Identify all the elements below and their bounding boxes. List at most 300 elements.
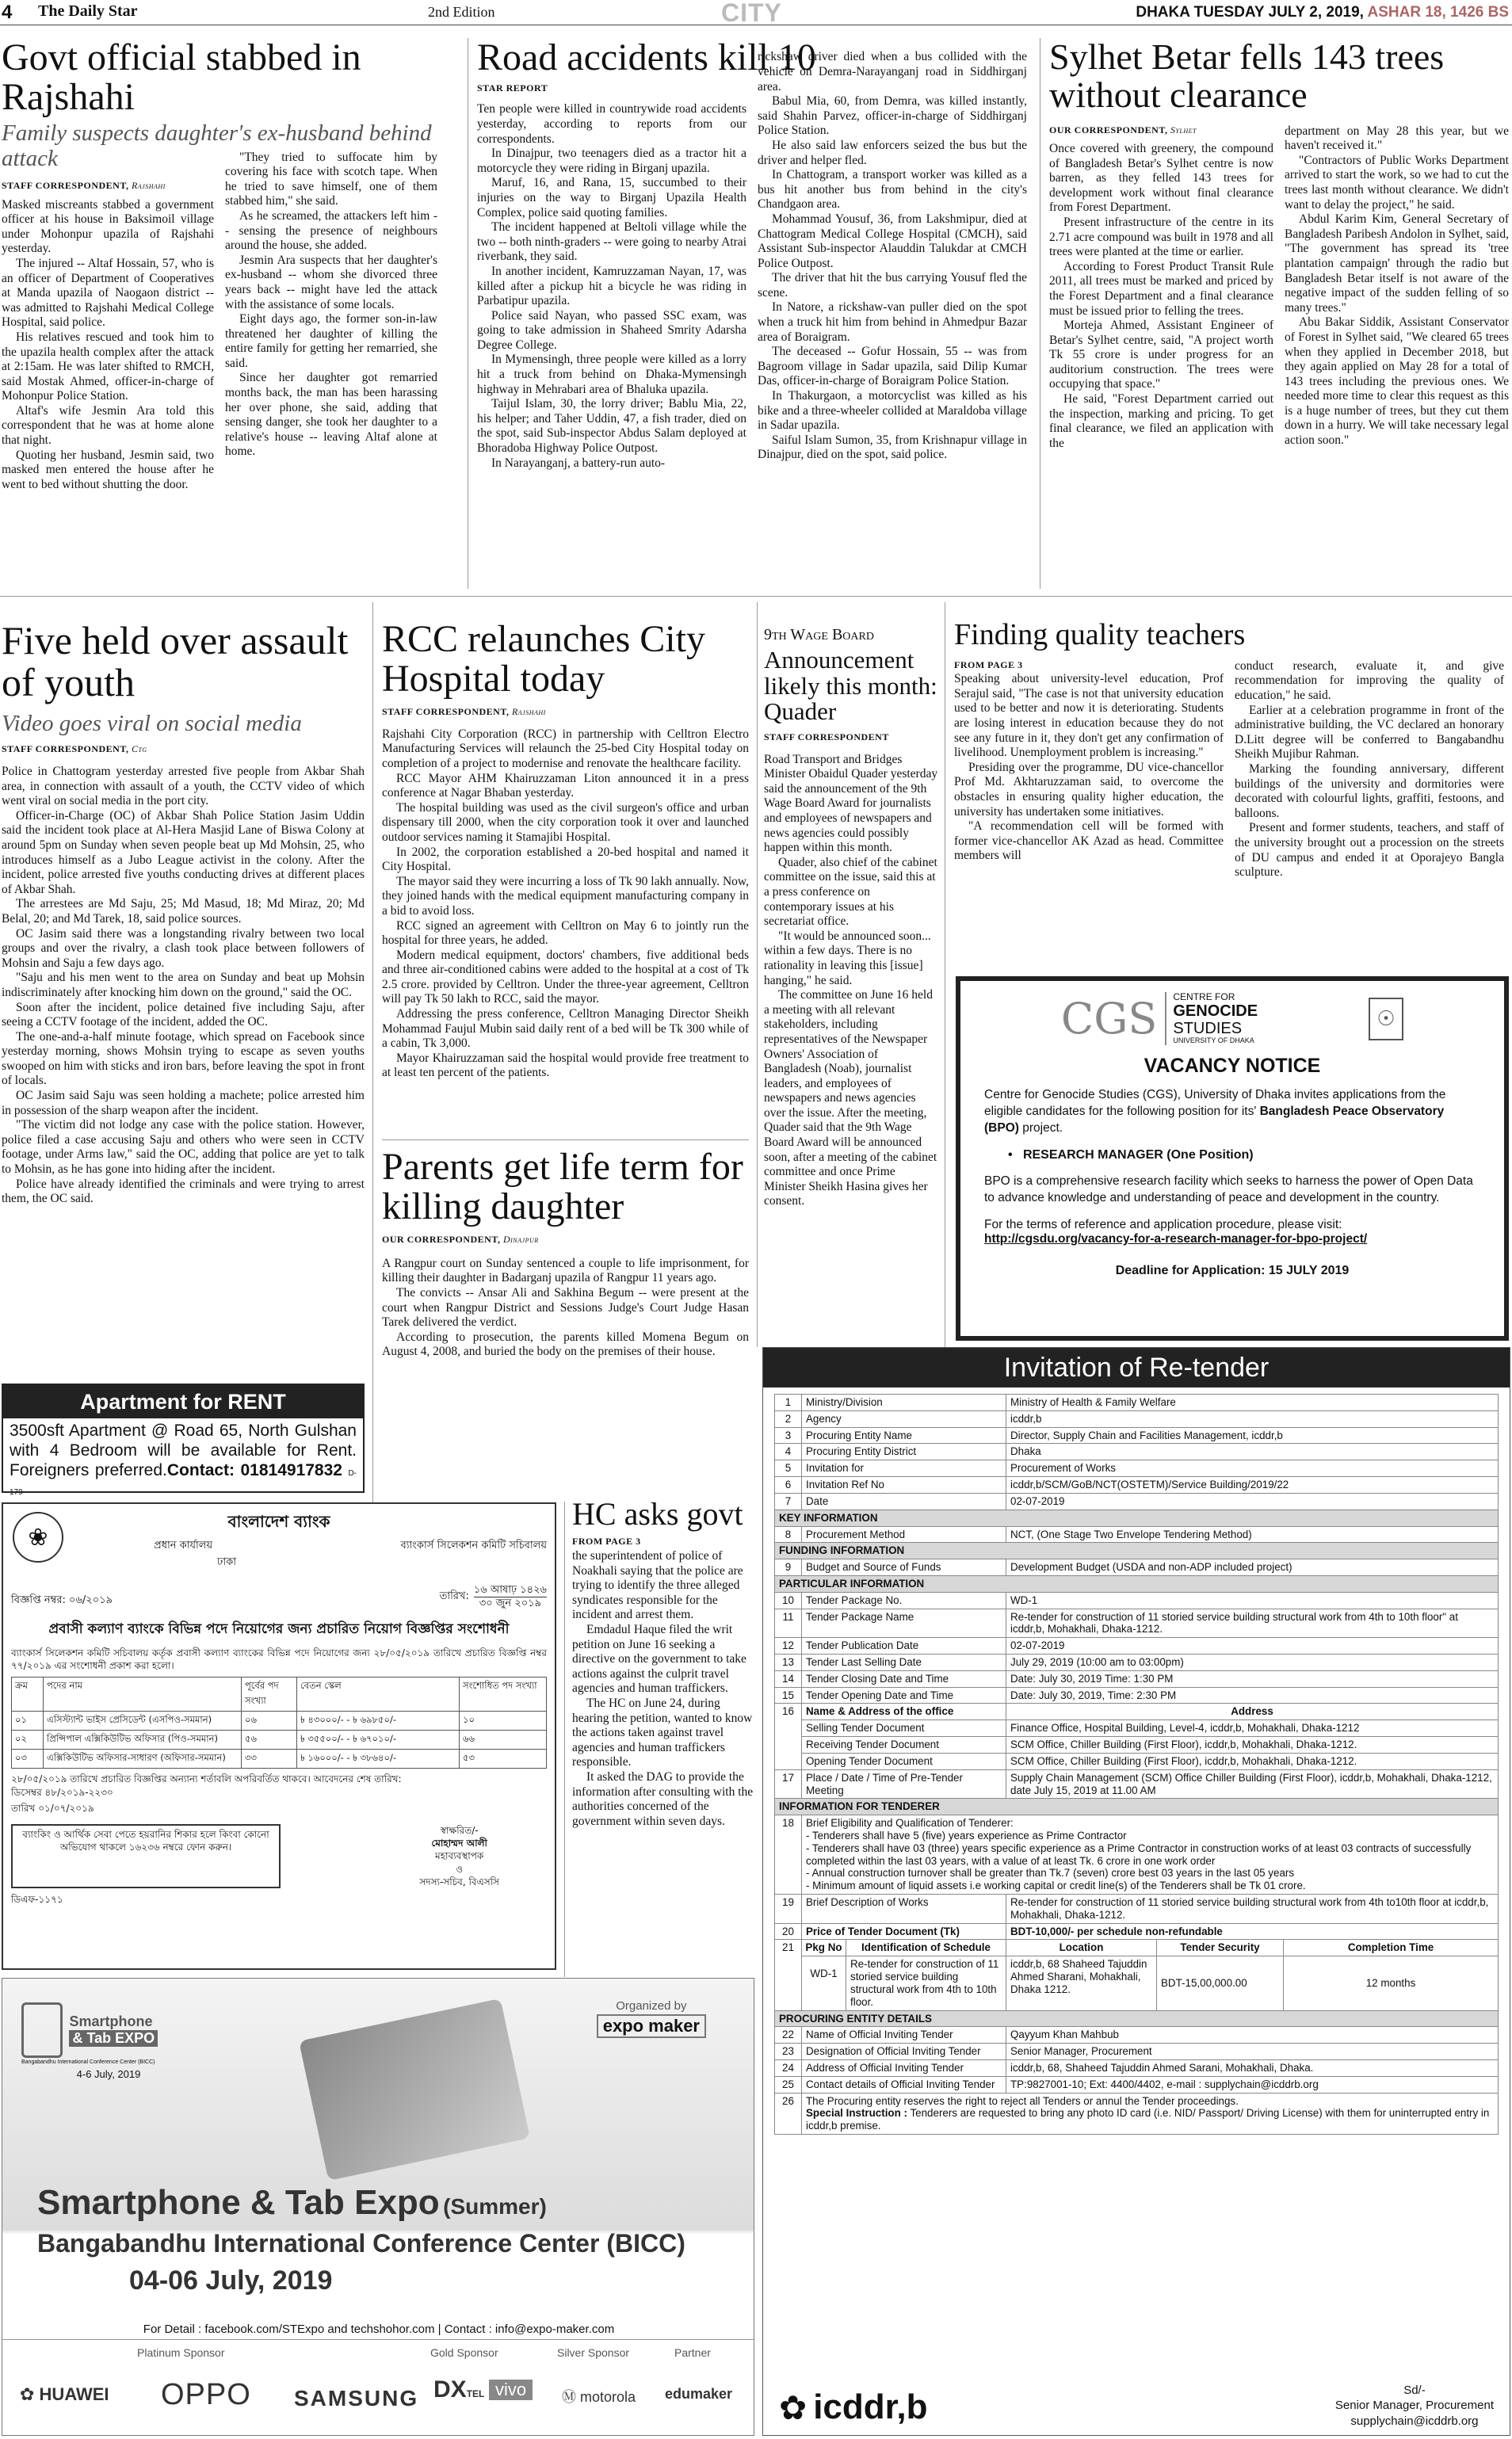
table-cell: ৩৩ — [242, 1750, 297, 1769]
vacancy-intro-a: Centre for Genocide Studies (CGS), University of Dhaka invites applications from the eligible candidates for the following position for its' — [984, 1088, 1446, 1118]
paragraph: Marking the founding anniversary, different buildings of the university and dormitories were decorated with colourful lights, graffiti, festoons, and balloons. — [1235, 762, 1504, 820]
table-cell: Tender Opening Date and Time — [802, 1687, 1006, 1704]
rent-title: Apartment for RENT — [3, 1385, 363, 1418]
table-row — [775, 2044, 1499, 2060]
table-cell: Invitation Ref No — [802, 1477, 1006, 1494]
paragraph: Quoting her husband, Jesmin said, two masked men entered the house after he went to bed without shutting the door. — [2, 448, 214, 491]
paragraph: Babul Mia, 60, from Demra, was killed instantly, said Shahin Parvez, officer-in-charge of Siddhirganj Police Station. — [758, 94, 1027, 138]
table-row — [775, 1704, 1499, 1720]
silver-label: Silver Sponsor — [557, 2346, 630, 2359]
table-cell: NCT, (One Stage Two Envelope Tendering Method) — [1006, 1526, 1499, 1543]
cgs-centre-for: CENTRE FOR — [1173, 991, 1235, 1002]
table-cell: 17 — [775, 1769, 802, 1799]
vacancy-intro-c: project. — [1018, 1120, 1063, 1135]
table-section-header — [775, 1799, 1499, 1815]
table-cell: 12 — [775, 1638, 802, 1655]
paragraph: Quader, also chief of the cabinet committee on the issue, said this at a press conference on contemporary issues at his secretariat office. — [764, 855, 937, 929]
cgs-name1: GENOCIDE — [1173, 1002, 1258, 1021]
paragraph: The committee on June 16 held a meeting with all relevant stakeholders, including representatives of the Newspaper Owners' Association of Bangladesh (Noab), journalist leaders, and employees of newspapers and news agencies over the issue. After the meeting, Quader said that the 9th Wage Board Award will be announced soon, after a meeting of the cabinet committee and once Prime Minister Sheikh Hasina gives her consent. — [764, 988, 937, 1208]
vacancy-link[interactable]: http://cgsdu.org/vacancy-for-a-research-manager-for-bpo-project/ — [984, 1231, 1368, 1246]
paragraph: His relatives rescued and took him to the upazila health complex after the attack at 2:15am. He was later shifted to RMCH, said Mostak Ahmed, officer-in-charge of Mohonpur Police Station. — [2, 330, 214, 403]
icddrb-logo-icon: ✿ — [779, 2388, 808, 2426]
bank-office-row — [11, 1538, 547, 1555]
section-label: PARTICULAR INFORMATION — [775, 1575, 1499, 1592]
paragraph: In Thakurgaon, a motorcyclist was killed as his bike and a three-wheeler collided at Maraldoba village in Sadar upazila. — [758, 389, 1027, 433]
table-cell: July 29, 2019 (10:00 am to 03:00pm) — [1006, 1655, 1499, 1671]
paragraph: Earlier at a celebration programme in front of the administrative building, the VC declared an honorary D.Litt degree will be conferred to Bangabandhu Sheikh Mujibur Rahman. — [1235, 703, 1504, 761]
table-cell: 15 — [775, 1687, 802, 1704]
table-cell: 22 — [775, 2027, 802, 2044]
table-cell: 19 — [775, 1895, 802, 1924]
bank-date-bn: ১৬ আষাঢ় ১৪২৬ — [473, 1584, 547, 1596]
phone-icon — [21, 2002, 63, 2058]
table-header-cell: ক্রম — [12, 1678, 44, 1712]
dxtel-text: DX — [433, 2376, 467, 2403]
paragraph: RCC signed an agreement with Celltron on May 6 to jointly run the hospital for three years, he added. — [382, 918, 749, 948]
pkg-value: WD-1 — [802, 1956, 846, 2010]
table-row — [775, 1609, 1499, 1638]
table-row — [775, 1460, 1499, 1477]
table-cell: 13 — [775, 1655, 802, 1671]
huawei-text: HUAWEI — [39, 2384, 109, 2404]
table-cell: icddr,b/SCM/GoB/NCT(OSTETM)/Service Building/2019/22 — [1006, 1477, 1499, 1494]
paragraph: OC Jasim said there was a longstanding rivalry between two local groups and over the rivalry, a clash took place between followers of Mohsin and Saju a few days ago. — [2, 926, 365, 970]
from-page-label: FROM PAGE 3 — [572, 1536, 641, 1547]
table-cell: ০৩ — [12, 1750, 44, 1769]
byline-text: STAFF CORRESPONDENT, — [382, 705, 510, 717]
bank-office: প্রধান কার্যালয় — [154, 1540, 213, 1552]
table-cell: Tender Closing Date and Time — [802, 1670, 1006, 1687]
vivo-logo: vivo — [489, 2380, 533, 2400]
table-header-cell: সংশোধিত পদ সংখ্যা — [460, 1678, 547, 1712]
eligibility-item: - Annual construction turnover shall be greater than Tk.7 (seven) crore best 03 years in the last 05 years — [806, 1867, 1295, 1880]
paragraph: The one-and-a-half minute footage, which spread on Facebook since yesterday morning, shows Mohsin trying to escape as seven youths swooped on him with sticks and iron bars, before leaving the spot in front of locals. — [2, 1029, 365, 1088]
tender-signature — [1335, 2383, 1494, 2429]
table-row — [775, 2093, 1499, 2134]
table-cell: Address of Official Inviting Tender — [802, 2059, 1006, 2076]
article-rcc-hospital — [382, 620, 749, 1081]
tender-sign-title: Senior Manager, Procurement — [1334, 2399, 1494, 2412]
paragraph: In Mymensingh, three people were killed as a lorry hit a truck from behind on Dhaka-Mymensingh highway in Mehrabari area of Bhaluka upazila. — [477, 353, 746, 396]
table-section-header — [775, 2010, 1499, 2027]
article-byline — [382, 706, 749, 718]
paragraph: "They tried to suffocate him by covering his face with scotch tape. When he tried to save himself, one of them stabbed him," she said. — [225, 150, 437, 208]
table-row — [775, 1410, 1499, 1427]
table-cell: 26 — [775, 2093, 802, 2134]
table-cell: Brief Description of Works — [802, 1895, 1006, 1924]
eligibility-item: - Tenderers shall have 5 (five) years experience as Prime Contractor — [806, 1829, 1127, 1842]
table-row — [775, 1956, 1499, 2010]
bank-headline: প্রবাসী কল্যাণ ব্যাংকে বিভিন্ন পদে নিয়োগের জন্য প্রচারিত নিয়োগ বিজ্ঞপ্তির সংশোধনী — [48, 1621, 510, 1638]
paragraph: Present and former students, teachers, and staff of the university brought out a procession on the streets of DU campus and ended it at Oporajeyo Bangla sculpture. — [1235, 821, 1504, 880]
table-cell: প্রিন্সিপাল এক্সিকিউটিভ অফিসার (পিও-সমমান) — [44, 1731, 242, 1750]
paragraph: department on May 28 this year, but we haven't received it." — [1285, 124, 1509, 153]
table-cell — [802, 1956, 1006, 2010]
article-column — [225, 151, 437, 493]
table-cell: Development Budget (USDA and non-ADP included project) — [1006, 1559, 1499, 1576]
article-title: Announcement likely this month: Quader — [764, 646, 937, 726]
row-rule — [382, 1139, 749, 1140]
table-header — [12, 1678, 547, 1712]
vacancy-terms: For the terms of reference and application procedure, please visit: — [984, 1217, 1342, 1231]
paragraph: Presiding over the programme, DU vice-chancellor Prof Md. Akhtaruzzaman said, to overcome the obstacles in ensuring quality higher education, the university has undertaken some initiatives. — [954, 760, 1224, 819]
table-cell: 14 — [775, 1670, 802, 1687]
cgs-logo-text — [1165, 992, 1258, 1045]
samsung-logo: SAMSUNG — [294, 2386, 419, 2410]
table-cell: Place / Date / Time of Pre-Tender Meeting — [802, 1769, 1006, 1799]
rent-contact: Contact: 01814917832 — [166, 1460, 342, 1479]
expo-logo — [21, 2002, 196, 2080]
article-parents-life-term — [382, 1147, 749, 1360]
bank-complaint-box: ব্যাংকিং ও আর্থিক সেবা পেতে হয়রানির শিকার হলে কিংবা কোনো অভিযোগ থাকলে ১৬২৩৬ নম্বরে ফোন করুন। — [11, 1824, 281, 1888]
tender-sd: Sd/- — [1403, 2383, 1426, 2397]
expo-headline — [37, 2183, 547, 2223]
table-header-cell: পদের নাম — [44, 1678, 242, 1712]
table-section-header — [775, 1575, 1499, 1592]
table-row — [775, 1655, 1499, 1671]
paragraph: Ten people were killed in countrywide road accidents yesterday, according to reports from our correspondents. — [477, 102, 746, 146]
ad-smartphone-expo — [2, 1978, 754, 2436]
bank-signer: মোহাম্মদ আলী — [431, 1838, 487, 1849]
paragraph: In Dinajpur, two teenagers died as a tractor hit a motorcycle they were riding in Birganj upazila. — [477, 147, 746, 175]
table-row — [775, 1395, 1499, 1411]
article-column — [1049, 124, 1273, 452]
byline-text: OUR CORRESPONDENT, — [382, 1233, 501, 1245]
article-deck: Video goes viral on social media — [2, 711, 302, 736]
paragraph: In Chattogram, a transport worker was killed as a bus hit another bus from behind in the city's Chandgaon area. — [758, 168, 1027, 212]
ad-tender — [762, 1347, 1510, 2436]
vacancy-project: Bangladesh Peace Observatory (BPO) — [984, 1105, 1445, 1135]
ad-bangladesh-bank — [2, 1502, 556, 1970]
paragraph: rickshaw driver died when a bus collided with the vehicle on Demra-Narayanganj road in Siddhirganj area. — [758, 50, 1027, 94]
bank-city: ঢাকা — [217, 1556, 236, 1568]
table-row — [12, 1712, 547, 1731]
article-road-accidents — [477, 38, 1032, 471]
bank-code: ডিএফ-১১৭১ — [11, 1893, 63, 1905]
paragraph: Police have already identified the criminals and were trying to arrest them, the OC said. — [2, 1177, 365, 1206]
vacancy-description: BPO is a comprehensive research facility which seeks to harness the power of Open Data to advance knowledge and understanding of peace and development in the country. — [984, 1174, 1473, 1204]
table-cell: 25 — [775, 2076, 802, 2093]
bank-date — [440, 1584, 547, 1609]
table-cell: 10 — [775, 1592, 802, 1609]
table-row — [775, 1444, 1499, 1460]
paragraph: Morteja Ahmed, Assistant Engineer of Betar's Sylhet centre, said, "A project worth Tk 55 crore is under progress for an auditorium construction. The trees were occupying that space." — [1049, 319, 1273, 391]
table-row — [775, 1720, 1499, 1737]
article-five-held — [2, 620, 365, 1207]
table-row — [775, 1477, 1499, 1494]
paragraph: Road Transport and Bridges Minister Obaidul Quader yesterday said the announcement of the 9th Wage Board Award for journalists and employees of newspapers and news agencies could possibly happen within this month. — [764, 752, 938, 855]
vacancy-title: VACANCY NOTICE — [1144, 1055, 1321, 1078]
page-number: 4 — [2, 2, 13, 23]
section-label: KEY INFORMATION — [775, 1510, 1499, 1526]
table-cell: 3 — [775, 1427, 802, 1444]
sponsor-logos — [2, 2373, 754, 2421]
table-cell: ৳ ৪৩০০০/- - ৳ ৬৯৮৫০/- — [297, 1712, 460, 1731]
paragraph: The driver that hit the bus carrying Yousuf fled the scene. — [758, 271, 1027, 300]
table-cell: Director, Supply Chain and Facilities Management, icddr,b — [1006, 1427, 1499, 1444]
table-cell: Tender Security — [1157, 1940, 1284, 1956]
icddrb-logo — [779, 2387, 927, 2427]
expo-logo-line1: Smartphone — [69, 2013, 153, 2029]
expo-season: (Summer) — [443, 2194, 547, 2219]
partner-label: Partner — [674, 2346, 711, 2359]
paragraph: Present infrastructure of the centre in its 2.71 acre compound was built in 1978 and all trees were planted at the time or earlier. — [1049, 215, 1273, 259]
article-title: Five held over assault of youth — [2, 618, 349, 704]
bank-committee: ব্যাংকার্স সিলেকশন কমিটি সচিবালয় — [400, 1540, 547, 1552]
row-rule — [0, 596, 1512, 597]
bank-date-label: তারিখ: — [439, 1590, 469, 1602]
table-cell: SCM Office, Chiller Building (First Floor), icddr,b, Mohakhali, Dhaka-1212. — [1006, 1753, 1499, 1769]
article-column — [2, 198, 214, 493]
table-cell: Finance Office, Hospital Building, Level-4, icddr,b, Mohakhali, Dhaka-1212 — [1006, 1720, 1499, 1737]
table-cell: ৳ ১৬০০০/- - ৳ ৩৮৬৪০/- — [297, 1750, 460, 1769]
expo-title: Smartphone & Tab Expo — [37, 2183, 440, 2222]
tender-table — [774, 1394, 1499, 2135]
paragraph: Rajshahi City Corporation (RCC) in partnership with Celltron Electro Manufacturing Services will relaunch the 25-bed City Hospital today on completion of a project to modernise and renovate the healthcare facility. — [382, 727, 749, 770]
special-instruction — [806, 2107, 1494, 2132]
oppo-logo: OPPO — [161, 2378, 251, 2411]
table-cell: ৫৩ — [460, 1750, 547, 1769]
table-cell: 9 — [775, 1559, 802, 1576]
table-cell — [802, 1815, 1499, 1895]
paragraph: He also said law enforcers seized the bus but the driver and helper fled. — [758, 138, 1027, 167]
table-row — [775, 1559, 1499, 1576]
schedule-value: Re-tender for construction of 11 storied service building structural work from 4th to 10th floor. — [850, 1958, 999, 2008]
table-cell: Completion Time — [1284, 1940, 1499, 1956]
paragraph: Speaking about university-level education, Prof Serajul said, "The case is not that university education used to be better and now it is deteriorating. Students are losing interest in education because they do not see any future in it, they don't get any confirmation of livelihood. Unemployment problem is increasing." — [954, 672, 1224, 760]
masthead — [0, 0, 1512, 25]
eligibility-item: - Tenderers shall have 03 (three) years specific experience as a Prime Contractor in construction works of at least 03 contracts of successfully completed within the last 03 years, with a value of at least Tk. 6 crore in one work order — [806, 1842, 1472, 1867]
paragraph: Police said Nayan, who passed SSC exam, was going to take admission in Shaheed Smrity Adarsha Degree College. — [477, 308, 746, 352]
article-title: Sylhet Betar fells 143 trees without clearance — [1049, 36, 1445, 116]
bank-notice-row — [11, 1584, 547, 1609]
paragraph: The deceased -- Gofur Hossain, 55 -- was from Bagroom village in Sadar upazila, said Dilip Kumar Das, officer-in-charge of Boraigram Police Station. — [758, 345, 1027, 388]
section-label: PROCURING ENTITY DETAILS — [775, 2010, 1499, 2027]
table-cell: 24 — [775, 2059, 802, 2076]
table-cell: ০২ — [12, 1731, 44, 1750]
paragraph: Police in Chattogram yesterday arrested five people from Akbar Shah area, in connection with assault of a youth, the CCTV video of which went viral on social media in the port city. — [2, 765, 365, 808]
bank-apply-ref: ডিসেম্বর ৪৮/২০১৯-২২৩০ — [11, 1786, 113, 1798]
table-cell: 6 — [775, 1477, 802, 1494]
paragraph: The HC on June 24, during hearing the petition, wanted to know the actions taken against travel agencies and human traffickers responsible. — [572, 1696, 753, 1769]
table-cell: 5 — [775, 1460, 802, 1477]
table-cell: Address — [1006, 1704, 1499, 1720]
platinum-label: Platinum Sponsor — [137, 2346, 225, 2359]
table-cell: icddr,b — [1006, 1410, 1499, 1427]
table-cell: 7 — [775, 1493, 802, 1510]
tender-sign-email: supplychain@icddrb.org — [1350, 2414, 1479, 2428]
expo-contact: For Detail : facebook.com/STExpo and techshohor.com | Contact : info@expo-maker.com — [2, 2323, 754, 2340]
table-cell: 02-07-2019 — [1006, 1493, 1499, 1510]
table-cell: 1 — [775, 1395, 802, 1411]
cgs-name2: STUDIES — [1173, 1020, 1243, 1038]
table-cell: BDT-15,00,000.00 — [1157, 1956, 1284, 2010]
table-cell: 21 — [775, 1940, 802, 2010]
bank-date-values — [474, 1584, 547, 1609]
table-cell: 12 months — [1284, 1956, 1499, 2010]
table-row — [12, 1750, 547, 1769]
paragraph: Emdadul Haque filed the writ petition on June 16 seeking a directive on the government to take actions against the culprit travel agencies and human traffickers. — [572, 1622, 746, 1696]
icddrb-logo-text: icddr,b — [813, 2387, 928, 2426]
table-cell: 2 — [775, 1410, 802, 1427]
table-cell: Location — [1006, 1940, 1157, 1956]
column-rule — [757, 602, 758, 1347]
paragraph: Altaf's wife Jesmin Ara told this correspondent that he was at home alone that night. — [2, 403, 214, 448]
article-column — [1285, 124, 1509, 452]
paragraph: Soon after the incident, police detained five including Saju, after seeing a CCTV footage of the incident, added the OC. — [2, 1000, 365, 1029]
table-row — [12, 1731, 547, 1750]
paragraph: Since her daughter got remarried months back, the man has been harassing her over phone, she said, adding that sensing danger, she took her daughter to a relative's house -- leaving Altaf alone at home. — [225, 371, 437, 459]
paragraph: Maruf, 16, and Rana, 15, succumbed to their injuries on the way to Birganj Upazila Health Complex, police said quoting families. — [477, 176, 746, 219]
eligibility-label: Brief Eligibility and Qualification of Tenderer: — [806, 1817, 1014, 1830]
dxtel-sub: TEL — [466, 2388, 485, 2399]
bank-apply-date: তারিখ ০১/০৭/২০১৯ — [11, 1802, 94, 1814]
edition-label: 2nd Edition — [428, 4, 495, 20]
table-cell: Supply Chain Management (SCM) Office Chiller Building (First Floor), icddr,b, Mohakhali, Dhaka-1212, date July 15, 2019 at 11.00 AM — [1006, 1769, 1499, 1799]
table-cell: TP:9827001-10; Ext: 4400/4402, e-mail : supplychain@icddrb.org — [1006, 2076, 1499, 2093]
table-row — [775, 1737, 1499, 1754]
paper-name: The Daily Star — [38, 2, 138, 20]
article-title: Parents get life term for killing daughter — [382, 1146, 743, 1228]
table-cell: 02-07-2019 — [1006, 1638, 1499, 1655]
article-title: RCC relaunches City Hospital today — [382, 618, 705, 700]
byline-place: Rajshahi — [131, 179, 166, 191]
table-header-cell: বেতন স্কেল — [297, 1678, 460, 1712]
table-cell: Senior Manager, Procurement — [1006, 2044, 1499, 2060]
article-body — [382, 727, 749, 1081]
byline-text: OUR CORRESPONDENT, — [1049, 124, 1168, 136]
rent-code: D-179 — [10, 1468, 357, 1498]
table-cell: ৳ ৩৫৫০০/- - ৳ ৬৭০১০/- — [297, 1731, 460, 1750]
paragraph: In another incident, Kamruzzaman Nayan, 17, was killed after a pickup hit a bicycle he was riding in Parbatipur upazila. — [477, 264, 746, 308]
paragraph: Mayor Khairuzzaman said the hospital would provide free treatment to at least ten percent of the patients. — [382, 1051, 749, 1080]
article-body — [2, 765, 365, 1207]
paragraph: Officer-in-Charge (OC) of Akbar Shah Police Station Jasim Uddin said the incident took place at Al-Hera Masjid Lane of Biswa Colony at around 5pm on Sunday when seven people beat up Md Mohsin, 25, who introduces himself as a Jubo League activist in the colony. After the incident, police arrested five youths conducting drives at different places of Akbar Shah. — [2, 808, 365, 896]
table-row — [775, 1638, 1499, 1655]
expo-dates: 04-06 July, 2019 — [129, 2265, 333, 2296]
table-cell: Receiving Tender Document — [802, 1737, 1006, 1754]
article-title: HC asks govt — [572, 1496, 743, 1532]
article-byline: STAFF CORRESPONDENT — [764, 731, 889, 742]
table-cell: Designation of Official Inviting Tender — [802, 2044, 1006, 2060]
cgs-univ: UNIVERSITY OF DHAKA — [1173, 1036, 1254, 1045]
table-cell: 11 — [775, 1609, 802, 1638]
section-label: FUNDING INFORMATION — [775, 1543, 1499, 1559]
table-cell: Selling Tender Document — [802, 1720, 1006, 1737]
article-sylhet-betar — [1049, 38, 1509, 451]
expo-venue: Bangabandhu International Conference Center (BICC) — [37, 2229, 685, 2258]
table-cell: Agency — [802, 1410, 1006, 1427]
paragraph: OC Jasim said Saju was seen holding a machete; police arrested him in possession of the sharp weapon after the incident. — [2, 1089, 365, 1117]
special-instruction-label: Special Instruction : — [806, 2107, 907, 2120]
bank-note: ২৮/০৫/২০১৯ তারিখে প্রচারিত বিজ্ঞপ্তির অন্যান্য শর্তাবলি অপরিবর্তিত থাকবে। আবেদনের শেষ তারিখ: — [11, 1773, 402, 1785]
table-cell: Date: July 30, 2019 Time: 1:30 PM — [1006, 1670, 1499, 1687]
paragraph: Mohammad Yousuf, 36, from Lakshmipur, died at Chattogram Medical College Hospital (CMCH), said Assistant Sub-inspector Alauddin Talukdar at CMCH Police Outpost. — [758, 212, 1027, 270]
bank-seal-icon: ❀ — [13, 1512, 63, 1563]
byline-text: STAFF CORRESPONDENT, — [2, 179, 129, 191]
table-cell: Procurement of Works — [1006, 1460, 1499, 1477]
bank-name: বাংলাদেশ ব্যাংক — [227, 1512, 330, 1531]
expo-organizer — [597, 1999, 706, 2038]
table-cell: Procuring Entity District — [802, 1444, 1006, 1460]
vacancy-intro — [984, 1087, 1480, 1137]
schedule-header: Identification of Schedule — [861, 1941, 991, 1954]
table-row — [775, 1493, 1499, 1510]
expo-logo-line2: & Tab EXPO — [69, 2030, 158, 2047]
table-cell: icddr,b, 68 Shaheed Tajuddin Ahmed Sharani, Mohakhali, Dhaka 1212. — [1006, 1956, 1157, 2010]
table-row — [775, 1687, 1499, 1704]
special-instruction-text: Tenderers are requested to bring any photo ID card (i.e. NID/ Passport/ Driving License) with them for uninterrupted entry in icddr,b premise. — [806, 2107, 1490, 2132]
table-cell: Ministry/Division — [802, 1395, 1006, 1411]
paragraph: Abdul Karim Kim, General Secretary of Bangladesh Paribesh Andolon in Sylhet, said, "The government has spread its 'tree plantation campaign' through the radio but Bangladesh Betar itself is not aware of the negative impact of the sudden felling of so many trees." — [1285, 212, 1509, 315]
paragraph: According to prosecution, the parents killed Momena Begum on August 4, 2008, and buried the body on the premises of their house. — [382, 1330, 749, 1359]
table-row — [775, 2027, 1499, 2044]
table-cell: SCM Office, Chiller Building (First Floor), icddr,b, Mohakhali, Dhaka-1212. — [1006, 1737, 1499, 1754]
article-byline — [2, 743, 365, 755]
rent-text: 3500sft Apartment @ Road 65, North Gulshan with 4 Bedroom will be available for Rent. Foreigners preferred. — [10, 1422, 357, 1479]
tender-title: Invitation of Re-tender — [763, 1348, 1510, 1387]
table-cell — [802, 2093, 1499, 2134]
paragraph: Taijul Islam, 30, the lorry driver; Bablu Mia, 22, his helper; and Taher Uddin, 47, a fish trader, died on the spot, said Sub-inspector Abdus Salam deployed at Bhoradoba Highway Police Outpost. — [477, 397, 746, 456]
paragraph: The injured -- Altaf Hossain, 57, who is an officer of Department of Cooperatives at Manda upazila of Naogaon district -- was admitted to Rajshahi Medical College Hospital, said police. — [2, 256, 214, 330]
paragraph: The mayor said they were incurring a loss of Tk 90 lakh annually. Now, they joined hands with the medical equipment manufacturing company in a bid to avoid loss. — [382, 874, 749, 918]
paragraph: "The victim did not lodge any case with the police station. However, police filed a case accusing Saju and others who were seen in CCTV footage, under Arms law," said the OC, adding that police are yet to talk to Mohsin, as he has gone into hiding after the incident. — [2, 1118, 365, 1177]
paragraph: In Narayanganj, a battery-run auto- — [491, 456, 666, 470]
article-column — [477, 102, 746, 471]
reserve-right-text: The Procuring entity reserves the right to reject all Tenders or annul the Tender proceedings. — [806, 2094, 1239, 2107]
table-cell: Re-tender for construction of 11 storied service building structural work from 4th to10th floor at icddr,b, Mohakhali, Dhaka-1212. — [1006, 1895, 1499, 1924]
article-column — [758, 50, 1027, 471]
paragraph: The arrestees are Md Saju, 25; Md Masud, 18; Md Miraz, 20; Md Belal, 20; and Md Tarek, 18, said police sources. — [2, 897, 365, 926]
bank-signature: স্বাক্ষরিত/- মোহাম্মদ আলী মহাব্যবস্থাপক ও সদস্য-সচিব, বিএসসি — [419, 1824, 499, 1887]
paragraph: In Natore, a rickshaw-van puller died on the spot when a truck hit him from behind in Ahmedpur Bazar area of Boraigram. — [758, 300, 1027, 344]
table-header-cell: পূর্বের পদ সংখ্যা — [242, 1678, 297, 1712]
table-cell: এক্সিকিউটিভ অফিসার-সাধারণ (অফিসার-সমমান) — [44, 1750, 242, 1769]
table-cell: Procuring Entity Name — [802, 1427, 1006, 1444]
rent-body — [3, 1418, 363, 1503]
table-cell: 23 — [775, 2044, 802, 2060]
table-row — [775, 1923, 1499, 1940]
byline-place: Dinajpur — [502, 1233, 539, 1245]
table-row — [775, 2076, 1499, 2093]
table-cell: ০১ — [12, 1712, 44, 1731]
article-body — [382, 1257, 749, 1360]
article-kicker: 9th Wage Board — [764, 626, 874, 643]
paragraph: Once covered with greenery, the compound of Bangladesh Betar's Sylhet centre is now barren, as they felled 143 trees for development work without final clearance from Forest Department. — [1049, 141, 1273, 215]
university-seal-icon: ☉ — [1369, 998, 1403, 1040]
table-cell: 20 — [775, 1923, 802, 1940]
byline-place: Ctg — [131, 743, 147, 754]
pkg-header: Pkg No — [802, 1940, 846, 1956]
paragraph: Abu Bakar Siddik, Assistant Conservator of Forest in Sylhet said, "We cleared 65 trees when they applied in December 2018, but they again applied on May 28 for a total of 143 trees including the previous ones. We needed more time to clear this request as this is a huge number of trees, but they cut them down in a hurry. We will take necessary legal action soon." — [1285, 315, 1509, 448]
table-section-header — [775, 1510, 1499, 1526]
table-cell: ৫৬ — [242, 1731, 297, 1750]
dxtel-logo — [433, 2376, 484, 2403]
table-row — [775, 1670, 1499, 1687]
paragraph: "Contractors of Public Works Department arrived to start the work, so we had to cut the trees last month without clearance. We didn't want to delay the project," he said. — [1285, 153, 1509, 212]
motorola-logo: Ⓜ motorola — [562, 2389, 636, 2405]
vacancy-position: • RESEARCH MANAGER (One Position) — [1008, 1147, 1254, 1162]
table-cell: 4 — [775, 1444, 802, 1460]
column-rule — [372, 602, 373, 1506]
table-cell: Invitation for — [802, 1460, 1006, 1477]
from-page-label: FROM PAGE 3 — [954, 658, 1023, 670]
bank-notice-no: বিজ্ঞপ্তি নম্বর: ০৬/২০১৯ — [11, 1594, 113, 1607]
article-byline: STAR REPORT — [477, 82, 548, 94]
table-cell: ০৬ — [242, 1712, 297, 1731]
paragraph: In 2002, the corporation established a 20-bed hospital and named it City Hospital. — [382, 845, 749, 874]
article-body — [572, 1549, 756, 1829]
